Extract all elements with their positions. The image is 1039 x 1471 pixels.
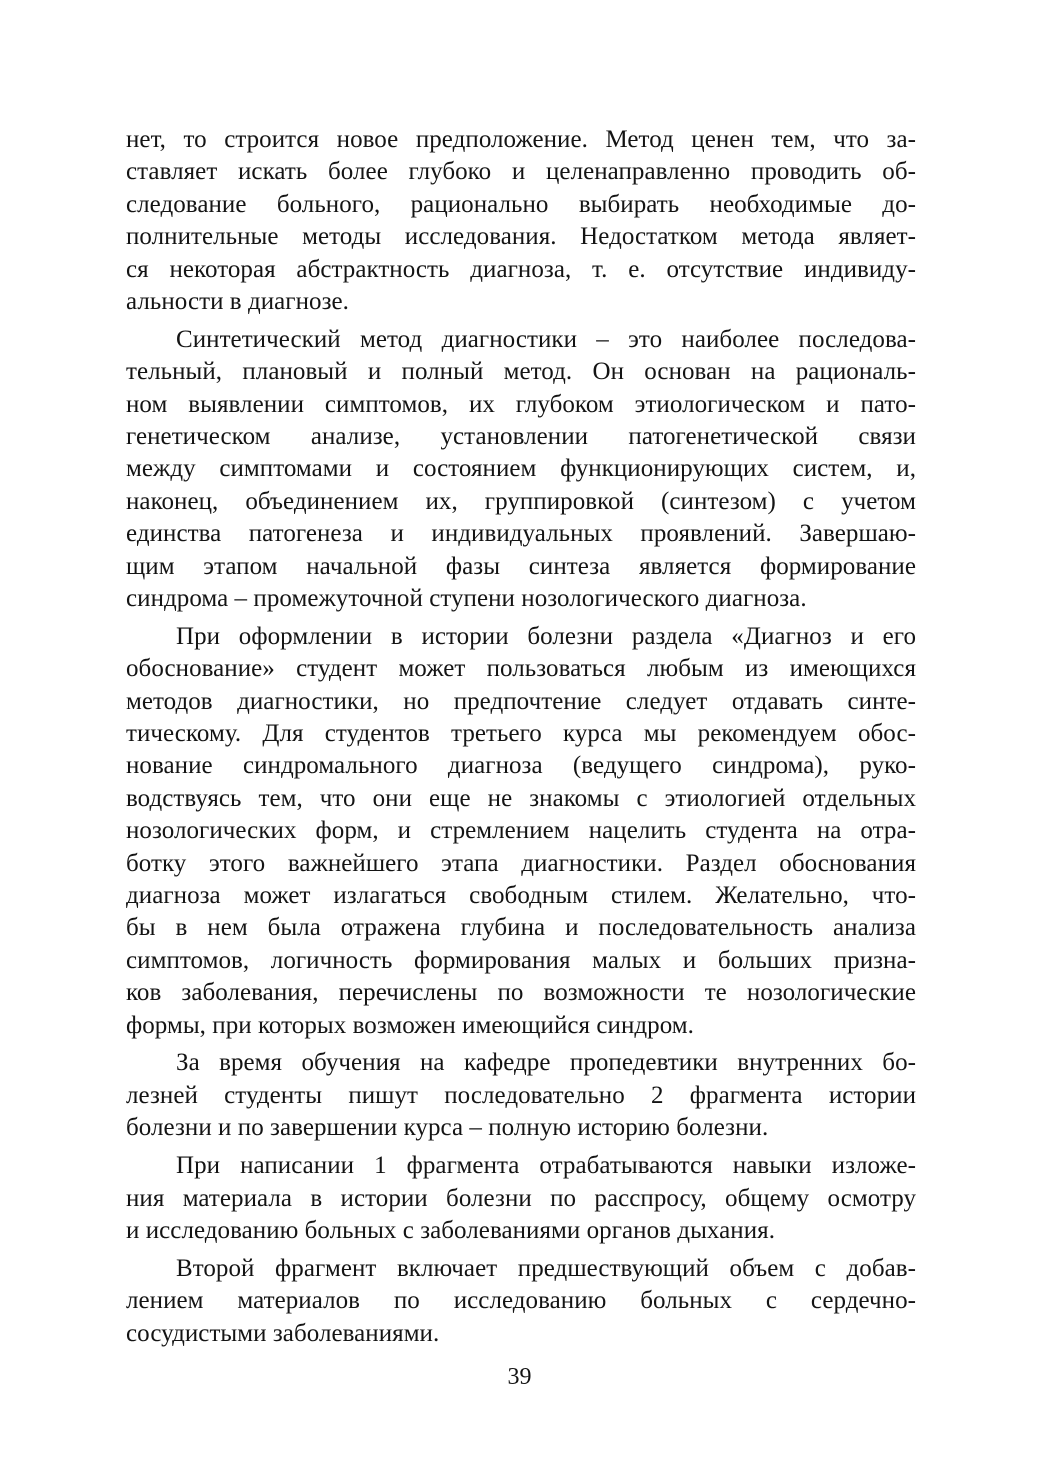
text-line: Второй фрагмент включает предшествующий объем с добав- [176,1254,916,1282]
text-line: синдрома – промежуточной ступени нозологического диагноза. [126,584,807,612]
text-line: полнительные методы исследования. Недостатком метода являет- [126,223,916,251]
text-line: генетическом анализе, установлении патогенетической связи [126,423,916,451]
text-line: нование синдромального диагноза (ведущего синдрома), руко- [126,752,916,780]
page-number: 39 [507,1364,532,1390]
text-line: единства патогенеза и индивидуальных проявлений. Завершаю- [126,520,916,548]
text-line: ков заболевания, перечислены по возможности те нозологические [126,979,916,1007]
text-line: ния материала в истории болезни по расспросу, общему осмотру [126,1184,916,1212]
text-line: наконец, объединением их, группировкой (синтезом) с учетом [126,487,916,515]
paragraph [126,324,916,616]
paragraph [126,1150,916,1247]
text-line: лением материалов по исследованию больных с сердечно- [126,1287,916,1315]
text-line: обоснование» студент может пользоваться любым из имеющихся [126,655,916,683]
text-line: При оформлении в истории болезни раздела «Диагноз и его [176,622,916,650]
text-line: сосудистыми заболеваниями. [126,1319,440,1347]
text-line: симптомов, логичность формирования малых и больших призна- [126,946,916,974]
paragraph [126,1253,916,1350]
text-line: нозологических форм, и стремлением нацелить студента на отра- [126,817,916,845]
text-line: нет, то строится новое предположение. Метод ценен тем, что за- [126,126,916,153]
text-line: и исследованию больных с заболеваниями органов дыхания. [126,1216,775,1244]
text-line: между симптомами и состоянием функционирующих систем, и, [126,455,916,483]
text-line: следование больного, рационально выбирать необходимые до- [126,190,916,218]
text-line: тельный, плановый и полный метод. Он основан на рациональ- [126,358,916,386]
text-line: При написании 1 фрагмента отрабатываются навыки изложе- [176,1152,916,1180]
text-line: ставляет искать более глубоко и целенаправленно проводить об- [126,158,916,186]
text-line: формы, при которых возможен имеющийся синдром. [126,1011,694,1039]
paragraph [126,1047,916,1144]
text-line: болезни и по завершении курса – полную историю болезни. [126,1114,769,1142]
body-text [126,124,916,1355]
text-line: ном выявлении симптомов, их глубоком этиологическом и пато- [126,390,916,418]
text-line: водствуясь тем, что они еще не знакомы с этиологией отдельных [126,784,916,812]
text-line: тическому. Для студентов третьего курса мы рекомендуем обос- [126,720,916,748]
text-line: ботку этого важнейшего этапа диагностики. Раздел обоснования [126,849,916,877]
text-line: альности в диагнозе. [126,287,349,315]
text-line: За время обучения на кафедре пропедевтики внутренних бо- [176,1049,916,1077]
text-line: ся некоторая абстрактность диагноза, т. е. отсутствие индивиду- [126,255,916,283]
paragraph [126,621,916,1042]
text-line: диагноза может излагаться свободным стилем. Желательно, что- [126,881,916,909]
text-line: щим этапом начальной фазы синтеза является формирование [126,552,916,580]
text-line: методов диагностики, но предпочтение следует отдавать синте- [126,687,916,715]
paragraph [126,124,916,318]
text-line: бы в нем была отражена глубина и последовательность анализа [126,914,916,942]
text-line: Синтетический метод диагностики – это наиболее последова- [176,325,916,353]
text-line: лезней студенты пишут последовательно 2 фрагмента истории [126,1081,916,1109]
